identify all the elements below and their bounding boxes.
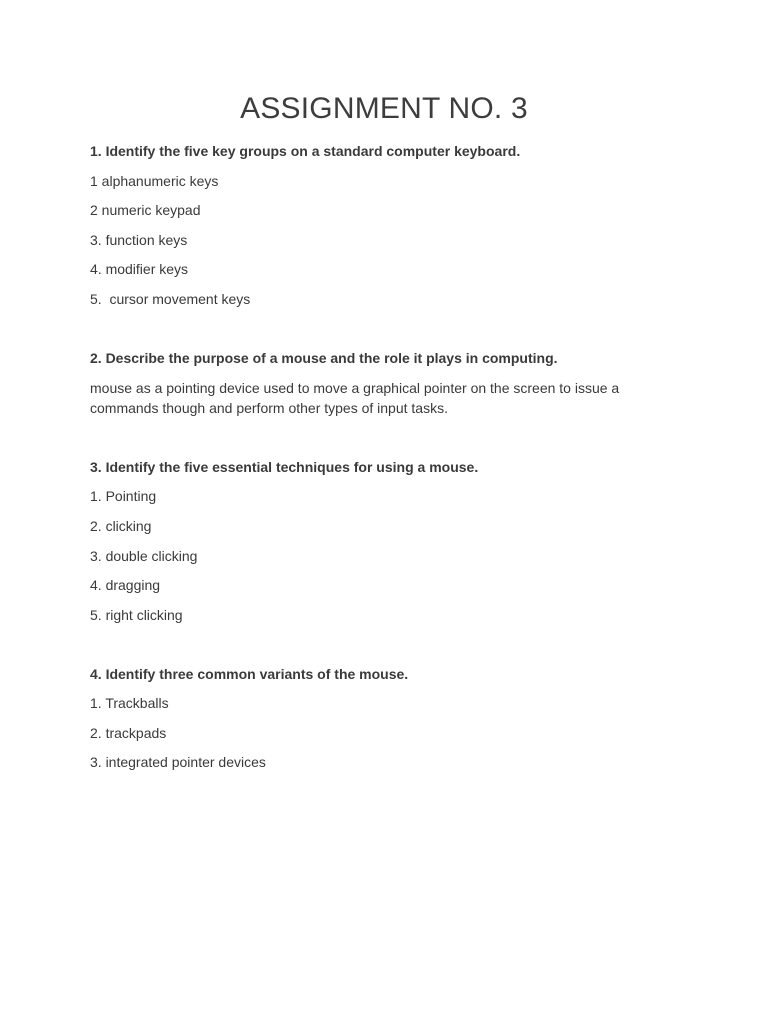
list-item: 5. cursor movement keys <box>90 291 251 307</box>
list-item: 3. integrated pointer devices <box>90 754 266 770</box>
list-item: 3. function keys <box>90 232 188 248</box>
list-item: 1. Pointing <box>90 488 157 504</box>
question-3-heading: 3. Identify the five essential techniques for using a mouse. <box>90 459 479 475</box>
question-4-heading: 4. Identify three common variants of the mouse. <box>90 666 409 682</box>
list-item: 4. dragging <box>90 577 161 593</box>
list-item: 1 alphanumeric keys <box>90 173 219 189</box>
list-item: 3. double clicking <box>90 548 198 564</box>
list-item: 5. right clicking <box>90 607 183 623</box>
list-item: 2. trackpads <box>90 725 167 741</box>
question-1-heading: 1. Identify the five key groups on a standard computer keyboard. <box>90 143 521 159</box>
list-item: 2 numeric keypad <box>90 202 201 218</box>
question-2-heading: 2. Describe the purpose of a mouse and the role it plays in computing. <box>90 350 558 366</box>
list-item: 4. modifier keys <box>90 261 189 277</box>
list-item: 1. Trackballs <box>90 695 169 711</box>
list-item: 2. clicking <box>90 518 152 534</box>
page-title: ASSIGNMENT NO. 3 <box>240 92 528 125</box>
answer-paragraph-2: mouse as a pointing device used to move a graphical pointer on the screen to issue a commands though and perform other types of input tasks. <box>90 380 620 416</box>
